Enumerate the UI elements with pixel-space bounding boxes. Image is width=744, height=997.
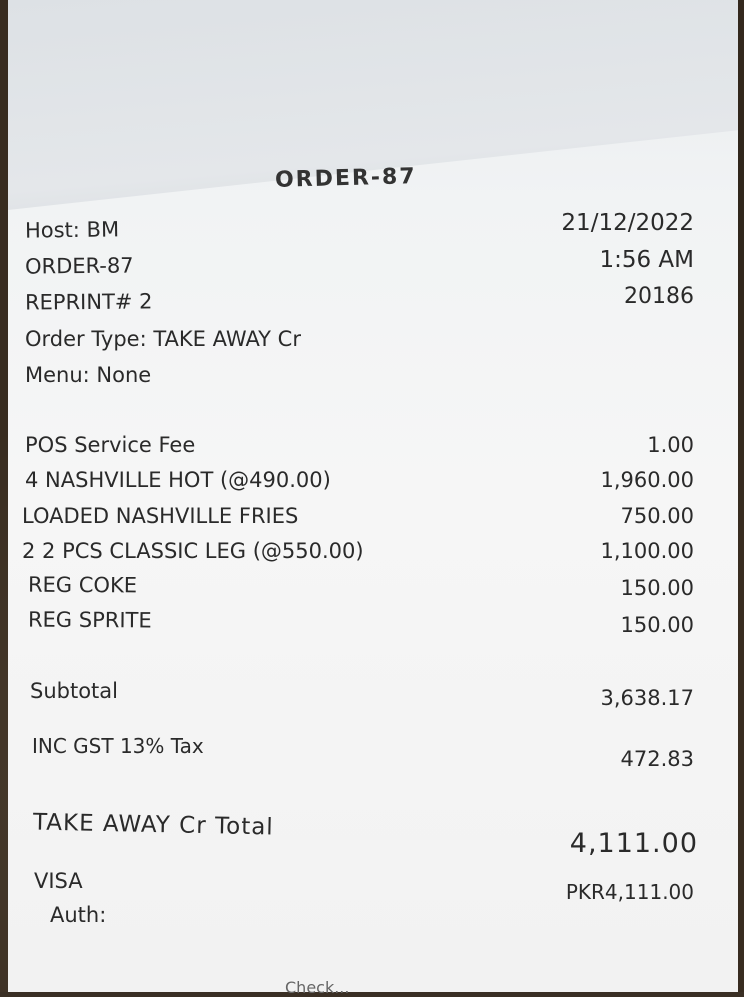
host-label: Host: BM [24, 217, 120, 243]
order-time: 1:56 AM [599, 247, 694, 273]
order-date: 21/12/2022 [561, 210, 694, 236]
total-label: TAKE AWAY Cr Total [32, 809, 274, 841]
payment-method: VISA [34, 869, 83, 893]
tax-amount: 472.83 [620, 747, 694, 771]
menu-label: Menu: None [25, 363, 152, 387]
subtotal-label: Subtotal [30, 679, 118, 703]
item-amount-2: 750.00 [620, 504, 694, 528]
footer-partial-text: Check... [285, 978, 350, 997]
order-type: Order Type: TAKE AWAY Cr [25, 327, 301, 351]
receipt-number: 20186 [624, 284, 694, 309]
item-amount-3: 1,100.00 [600, 539, 694, 563]
item-amount-0: 1.00 [647, 433, 694, 457]
item-name-0: POS Service Fee [25, 433, 196, 457]
item-name-2: LOADED NASHVILLE FRIES [22, 504, 299, 528]
item-name-3: 2 2 PCS CLASSIC LEG (@550.00) [22, 539, 364, 563]
order-id: ORDER-87 [24, 253, 134, 279]
item-name-4: REG COKE [27, 572, 138, 598]
item-amount-5: 150.00 [620, 613, 694, 637]
item-name-1: 4 NASHVILLE HOT (@490.00) [25, 468, 331, 492]
reprint-label: REPRINT# 2 [24, 289, 153, 315]
subtotal-amount: 3,638.17 [600, 686, 694, 710]
receipt-title: ORDER-87 [274, 164, 417, 193]
total-amount: 4,111.00 [569, 828, 698, 859]
item-amount-1: 1,960.00 [600, 468, 694, 492]
tax-label: INC GST 13% Tax [32, 734, 204, 758]
item-name-5: REG SPRITE [27, 607, 152, 633]
auth-label: Auth: [50, 903, 107, 927]
item-amount-4: 150.00 [620, 576, 694, 600]
payment-amount: PKR4,111.00 [565, 880, 694, 904]
